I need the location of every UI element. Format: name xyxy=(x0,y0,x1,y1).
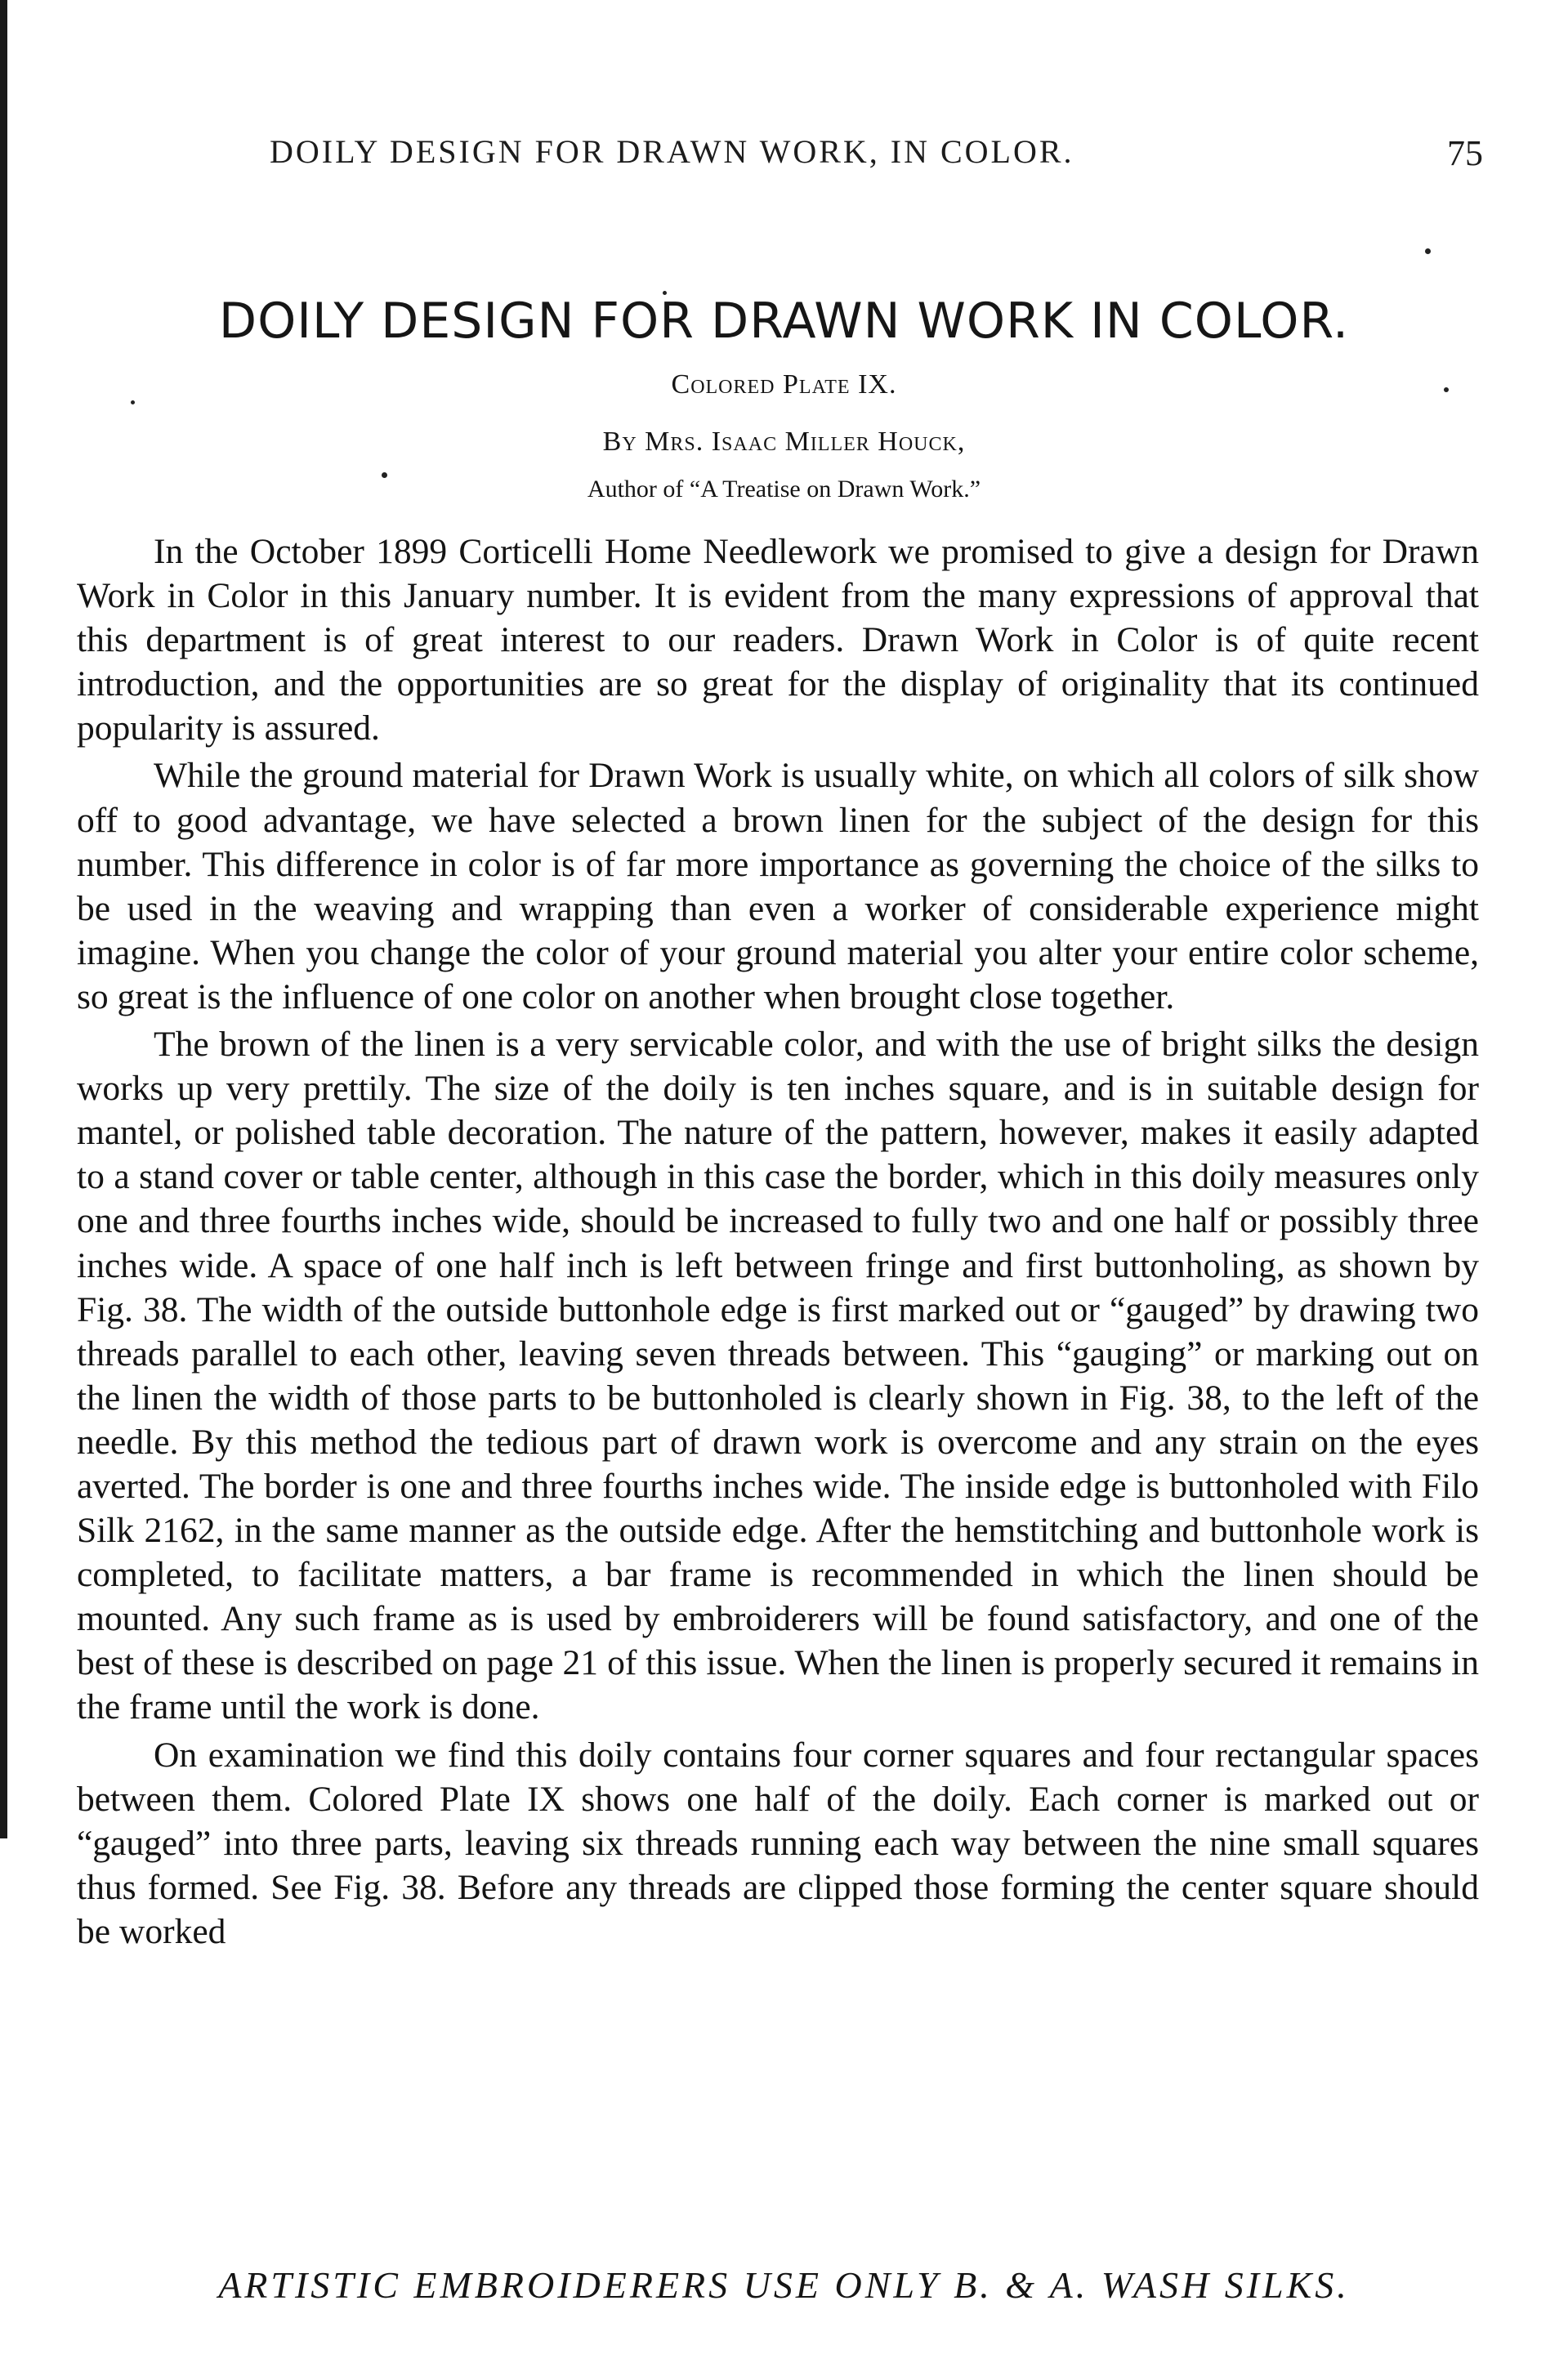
paragraph-examination: On examination we find this doily contains four corner squares and four rectangular spaces between them. Colored Plate IX shows one half of the doily. Each corner is marked out or “gauged” into three parts, leaving six threads running each way between the nine small squares thus formed. See Fig. 38. Before any threads are clipped those forming the center square should be worked xyxy=(77,1735,1479,1951)
paragraph-ground-material: While the ground material for Drawn Work is usually white, on which all colors of silk show off to good advantage, we have selected a brown linen for the subject of the design for this number. This difference in color is of far more importance as governing the choice of the silks to be used in the weaving and wrapping than even a worker of considerable experience might imagine. When you change the color of your ground material you alter your entire color scheme, so great is the influence of one color on another when brought close together. xyxy=(77,756,1479,1016)
page-number: 75 xyxy=(1447,133,1483,173)
paragraph-brown-linen: The brown of the linen is a very servicable color, and with the use of bright silks the design works up very prettily. The size of the doily is ten inches square, and is in suitable design for mantel, or polished table decoration. The nature of the pattern, however, makes it easily adapted to a stand cover or table center, although in this case the border, which in this doily measures only one and three fourths inches wide, should be increased to fully two and one half or possibly three inches wide. A space of one half inch is left between fringe and first buttonholing, as shown by Fig. 38. The width of the outside buttonhole edge is first marked out or “gauged” by drawing two threads parallel to each other, leaving seven threads between. This “gauging” or marking out on the linen the width of those parts to be buttonholed is clearly shown in Fig. 38, to the left of the needle. By this method the tedious part of drawn work is overcome and any strain on the eyes averted. The border is one and three fourths inches wide. The inside edge is buttonholed with Filo Silk 2162, in the same manner as the outside edge. After the hemstitching and buttonhole work is completed, to facilitate matters, a bar frame is recommended in which the linen should be mounted. Any such frame as is used by embroiderers will be found satisfactory, and one of the best of these is described on page 21 of this issue. When the linen is properly secured it remains in the frame until the work is done. xyxy=(77,1025,1479,1727)
page-binding-edge xyxy=(0,0,7,1838)
author-credit: Author of “A Treatise on Drawn Work.” xyxy=(587,476,981,503)
article-title: DOILY DESIGN FOR DRAWN WORK IN COLOR. xyxy=(218,293,1350,350)
running-head: DOILY DESIGN FOR DRAWN WORK, IN COLOR. xyxy=(270,133,1074,170)
plate-subtitle: Colored Plate IX. xyxy=(671,369,897,400)
footer-advertisement: ARTISTIC EMBROIDERERS USE ONLY B. & A. WASH SILKS. xyxy=(218,2264,1350,2306)
paragraph-intro: In the October 1899 Corticelli Home Needlework we promised to give a design for Drawn Work in Color in this January number. It is evident from the many expressions of approval that this department is of great interest to our readers. Drawn Work in Color is of quite recent introduction, and the opportunities are so great for the display of originality that its continued popularity is assured. xyxy=(77,532,1479,748)
article-body xyxy=(77,529,1479,1957)
author-byline: By Mrs. Isaac Miller Houck, xyxy=(602,427,966,457)
